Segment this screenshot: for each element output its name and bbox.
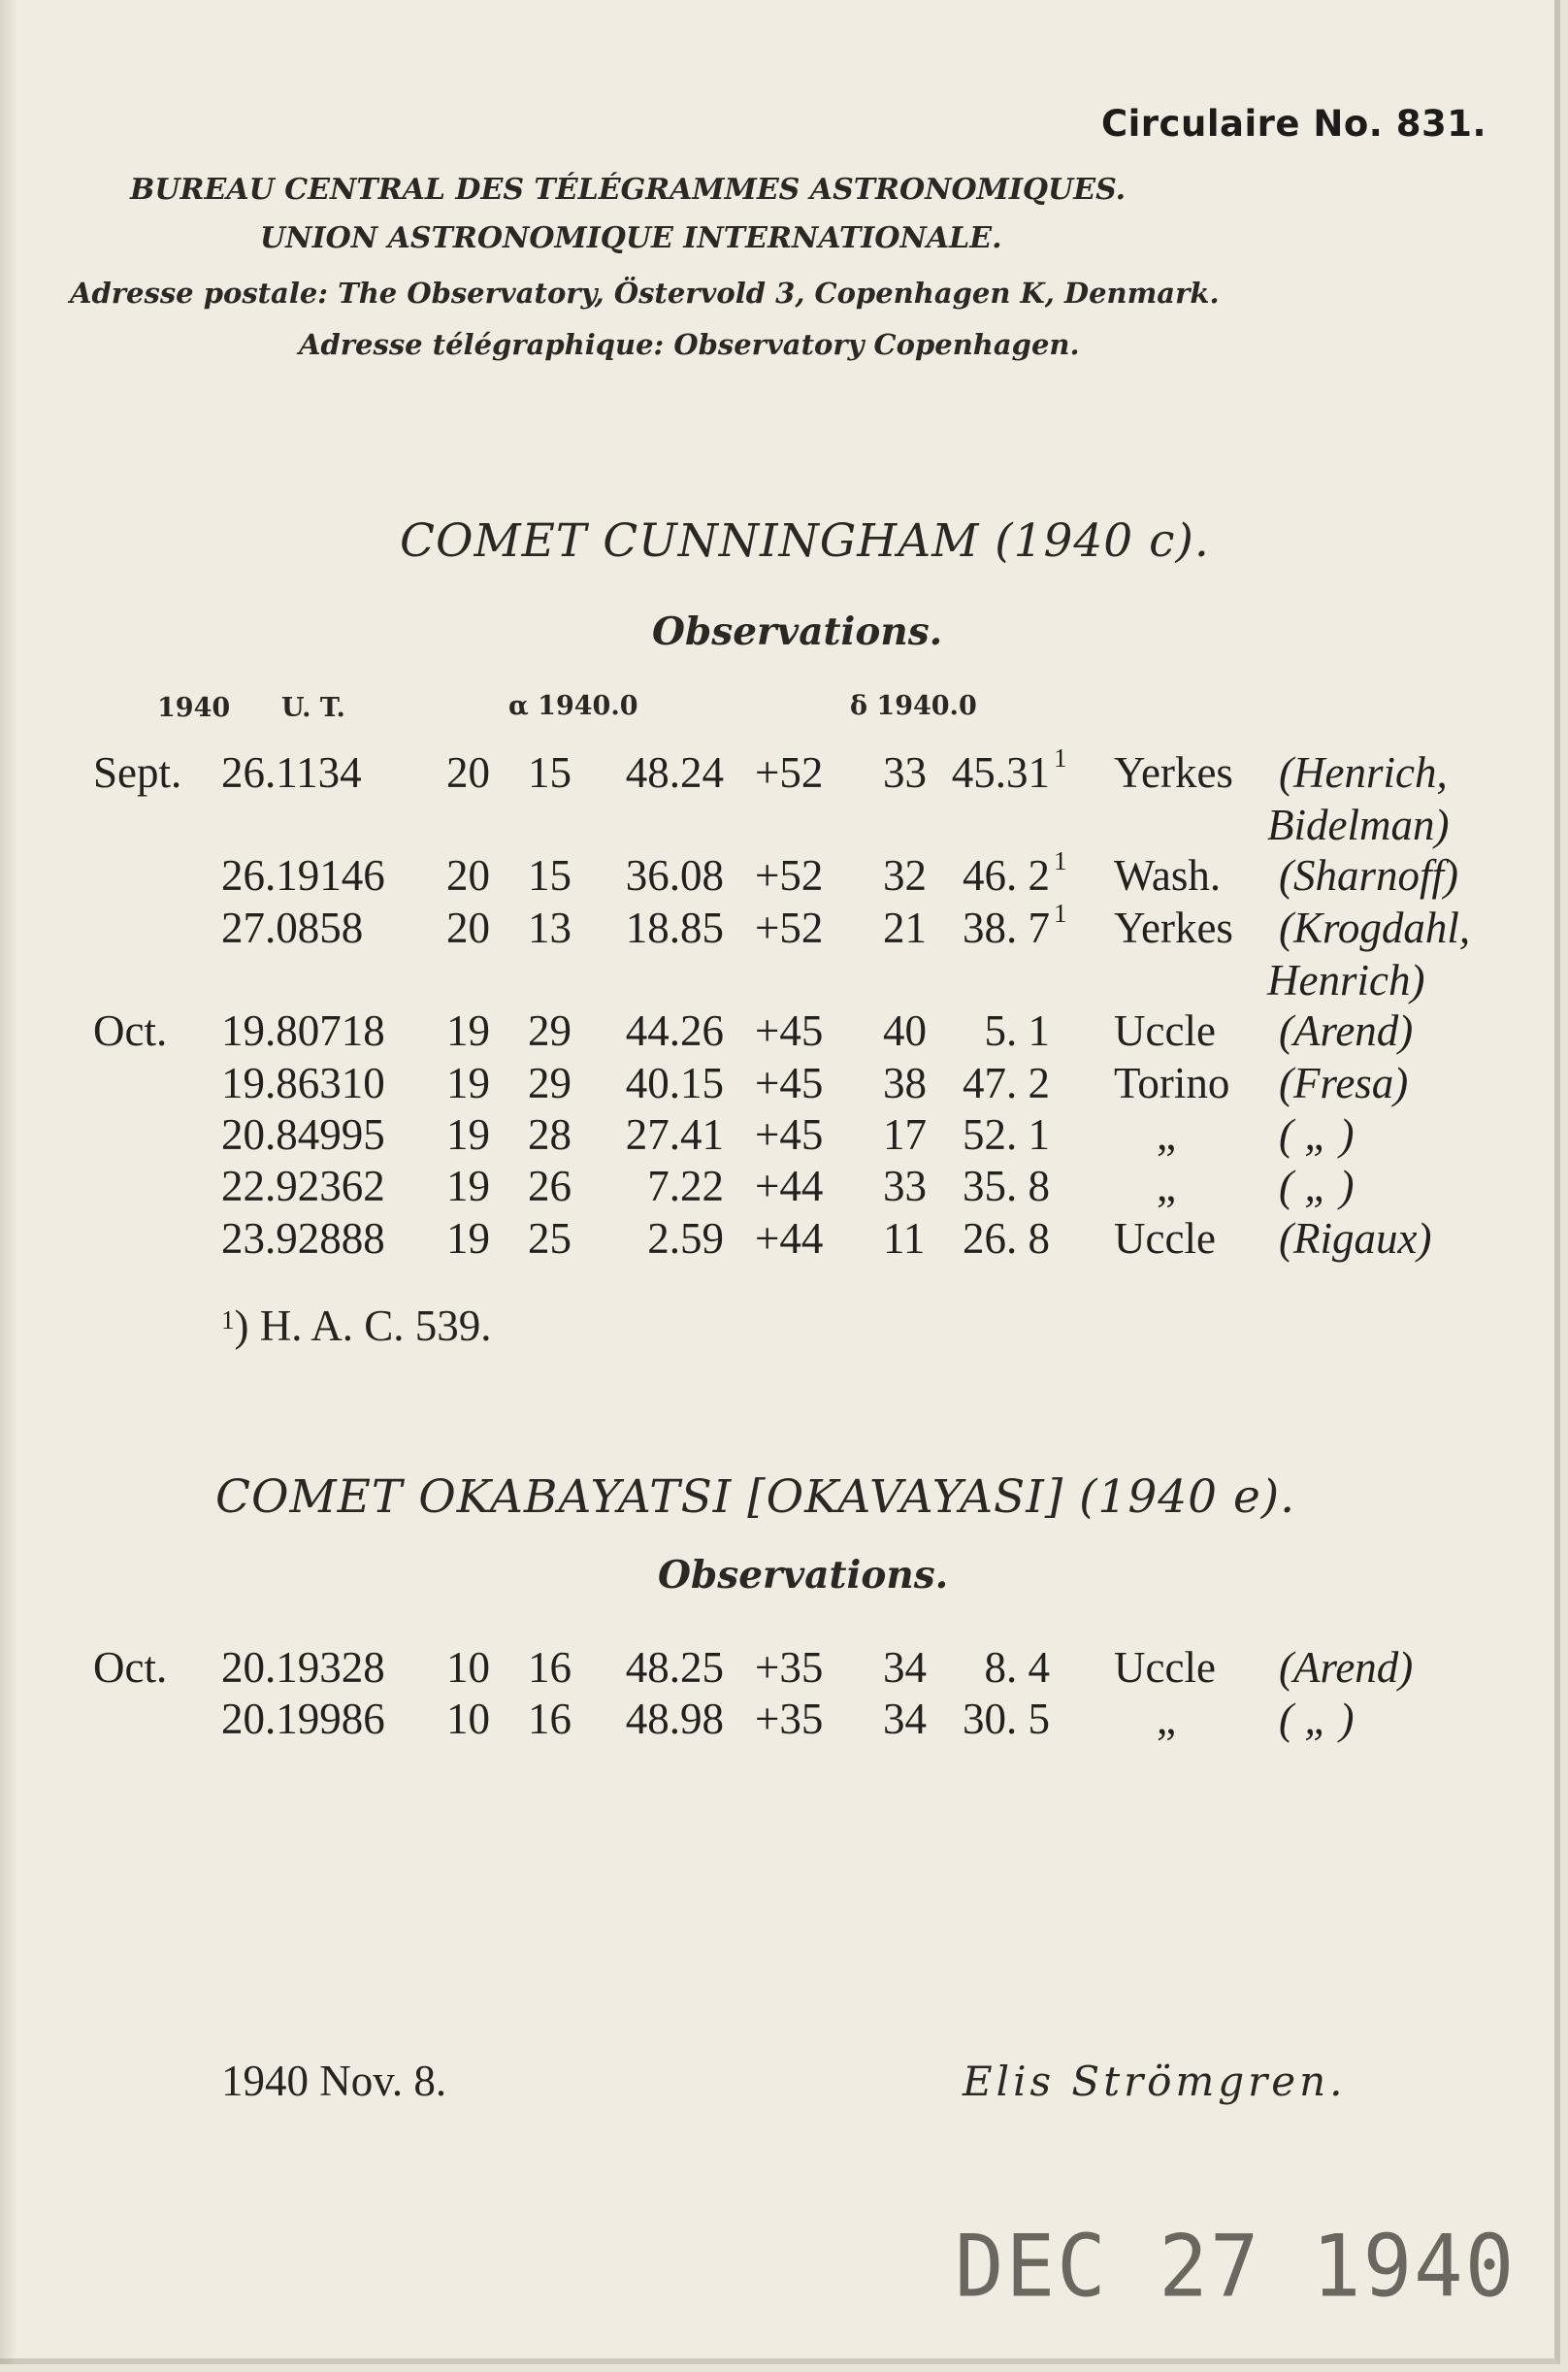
row-dec-minutes: 33: [883, 1162, 927, 1210]
row-ut: 19.86310: [221, 1059, 385, 1107]
signature: Elis Strömgren.: [963, 2058, 1347, 2105]
row-ra-minutes: 16: [528, 1643, 572, 1692]
row-ra-seconds: 40.15: [625, 1059, 724, 1107]
row-ra-seconds: 36.08: [625, 851, 724, 900]
telegraphic-address: Adresse télégraphique: Observatory Copenhagen.: [299, 328, 1080, 361]
row-ut: 20.84995: [221, 1110, 385, 1159]
row-observatory: „: [1157, 1162, 1176, 1210]
col-dec: δ 1940.0: [850, 691, 977, 721]
row-observer: (Arend): [1279, 1643, 1414, 1692]
row-ra-hours: 20: [446, 904, 490, 952]
row-dec-minutes: 34: [883, 1695, 927, 1743]
row-dec-minutes: 33: [883, 748, 927, 797]
row-dec-seconds: 30. 5: [963, 1695, 1050, 1743]
row-ra-seconds: 27.41: [625, 1110, 724, 1159]
row-dec-degrees: +35: [755, 1643, 824, 1692]
row-ra-minutes: 28: [528, 1110, 572, 1159]
comet2-title: COMET OKABAYATSI [OKAVAYASI] (1940 e).: [215, 1470, 1296, 1524]
row-ra-minutes: 29: [528, 1006, 572, 1055]
row-ra-minutes: 25: [528, 1214, 572, 1263]
row-ra-hours: 19: [446, 1162, 490, 1210]
col-ut: U. T.: [281, 693, 345, 723]
row-month: Oct.: [93, 1643, 168, 1692]
comet2-observations-label: Observations.: [658, 1553, 949, 1598]
row-ut: 22.92362: [221, 1162, 385, 1210]
row-observer: ( „ ): [1279, 1110, 1355, 1159]
row-observer-continued: Henrich): [1267, 956, 1425, 1005]
comet1-title: COMET CUNNINGHAM (1940 c).: [400, 514, 1210, 568]
row-ut: 19.80718: [221, 1006, 385, 1055]
card-left-edge: [0, 0, 17, 2364]
row-dec-seconds: 47. 2: [963, 1059, 1050, 1107]
row-observer: (Henrich,: [1279, 748, 1448, 797]
row-observatory: Yerkes: [1114, 748, 1233, 797]
row-dec-degrees: +35: [755, 1695, 824, 1743]
row-dec-degrees: +44: [755, 1214, 824, 1263]
row-ra-seconds: 18.85: [625, 904, 724, 952]
row-dec-minutes: 34: [883, 1643, 927, 1692]
row-ra-hours: 19: [446, 1110, 490, 1159]
row-month: Oct.: [93, 1006, 168, 1055]
row-observer: (Rigaux): [1279, 1214, 1432, 1263]
row-ra-hours: 19: [446, 1214, 490, 1263]
row-ut: 20.19986: [221, 1695, 385, 1743]
row-dec-minutes: 21: [883, 904, 927, 952]
row-ra-seconds: 2.59: [647, 1214, 724, 1263]
row-dec-minutes: 11: [883, 1214, 926, 1263]
circular-number: Circulaire No. 831.: [1100, 103, 1486, 145]
row-observer: (Sharnoff): [1279, 851, 1458, 900]
row-observatory: „: [1157, 1110, 1176, 1159]
row-ra-minutes: 15: [528, 748, 572, 797]
postal-address: Adresse postale: The Observatory, Östervold 3, Copenhagen K, Denmark.: [70, 277, 1220, 310]
row-dec-minutes: 32: [883, 851, 927, 900]
row-ra-hours: 10: [446, 1643, 490, 1692]
row-observatory: Uccle: [1114, 1214, 1216, 1263]
row-ra-hours: 19: [446, 1059, 490, 1107]
row-ra-hours: 20: [446, 851, 490, 900]
row-ra-minutes: 16: [528, 1695, 572, 1743]
row-dec-seconds: 38. 7: [963, 904, 1050, 952]
row-ra-seconds: 7.22: [647, 1162, 724, 1210]
row-ra-hours: 10: [446, 1695, 490, 1743]
row-ra-hours: 20: [446, 748, 490, 797]
row-observer: (Krogdahl,: [1279, 904, 1471, 952]
row-ut: 26.1134: [221, 748, 362, 797]
row-observer: ( „ ): [1279, 1695, 1355, 1743]
row-dec-degrees: +45: [755, 1006, 824, 1055]
row-dec-seconds: 52. 1: [963, 1110, 1050, 1159]
footnote-text: H. A. C. 539.: [259, 1301, 492, 1350]
row-dec-degrees: +44: [755, 1162, 824, 1210]
row-dec-seconds: 8. 4: [984, 1643, 1050, 1692]
row-ra-seconds: 48.98: [625, 1695, 724, 1743]
row-dec-minutes: 38: [883, 1059, 927, 1107]
row-ra-minutes: 29: [528, 1059, 572, 1107]
comet1-observations-label: Observations.: [652, 609, 943, 654]
row-dec-degrees: +52: [755, 851, 824, 900]
row-observatory: Uccle: [1114, 1006, 1216, 1055]
row-ra-hours: 19: [446, 1006, 490, 1055]
row-dec-degrees: +45: [755, 1059, 824, 1107]
row-observatory: Uccle: [1114, 1643, 1216, 1692]
union-title: UNION ASTRONOMIQUE INTERNATIONALE.: [260, 221, 1002, 255]
row-ra-seconds: 48.25: [625, 1643, 724, 1692]
row-ra-minutes: 26: [528, 1162, 572, 1210]
row-observatory: Yerkes: [1114, 904, 1233, 952]
row-dec-seconds: 5. 1: [984, 1006, 1050, 1055]
issue-date: 1940 Nov. 8.: [221, 2057, 447, 2105]
row-observatory: Wash.: [1114, 851, 1222, 900]
row-dec-seconds: 45.31: [951, 748, 1050, 797]
row-ut: 27.0858: [221, 904, 364, 952]
col-ra: α 1940.0: [508, 691, 638, 721]
row-observer: (Arend): [1279, 1006, 1414, 1055]
row-observatory: „: [1157, 1695, 1176, 1743]
row-observatory: Torino: [1114, 1059, 1230, 1107]
row-footnote-ref: 1: [1054, 899, 1067, 928]
row-observer: ( „ ): [1279, 1162, 1355, 1210]
row-dec-minutes: 40: [883, 1006, 927, 1055]
row-dec-seconds: 26. 8: [963, 1214, 1050, 1263]
row-dec-seconds: 46. 2: [963, 851, 1050, 900]
row-ra-seconds: 48.24: [625, 748, 724, 797]
row-dec-degrees: +45: [755, 1110, 824, 1159]
row-ut: 23.92888: [221, 1214, 385, 1263]
footnote: $^1$) H. A. C. 539.: [221, 1301, 492, 1350]
row-ut: 20.19328: [221, 1643, 385, 1692]
row-dec-degrees: +52: [755, 904, 824, 952]
row-ra-minutes: 13: [528, 904, 572, 952]
row-ra-seconds: 44.26: [625, 1006, 724, 1055]
row-month: Sept.: [93, 748, 182, 797]
row-dec-minutes: 17: [883, 1110, 927, 1159]
row-dec-seconds: 35. 8: [963, 1162, 1050, 1210]
bureau-title: BUREAU CENTRAL DES TÉLÉGRAMMES ASTRONOMIQUES.: [130, 173, 1127, 207]
received-date-stamp: DEC 27 1940: [955, 2216, 1517, 2317]
row-observer-continued: Bidelman): [1267, 801, 1450, 849]
col-year: 1940: [157, 693, 231, 723]
row-ra-minutes: 15: [528, 851, 572, 900]
row-observer: (Fresa): [1279, 1059, 1409, 1107]
row-footnote-ref: 1: [1054, 846, 1067, 875]
row-footnote-ref: 1: [1054, 743, 1067, 773]
row-ut: 26.19146: [221, 851, 385, 900]
row-dec-degrees: +52: [755, 748, 824, 797]
footnote-mark: 1: [221, 1305, 235, 1335]
